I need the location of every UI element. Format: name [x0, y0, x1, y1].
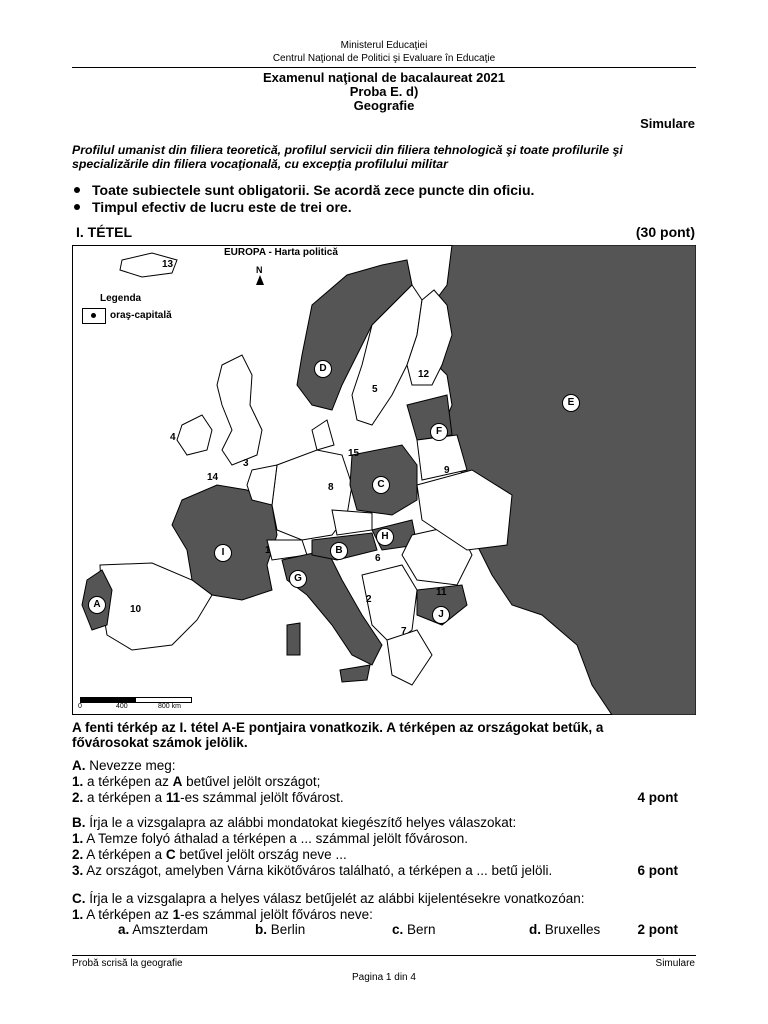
proba-title: Proba E. d) — [349, 84, 419, 99]
marker-number: 12 — [418, 369, 430, 380]
marker-number: 11 — [436, 587, 447, 598]
part-c-heading: C. Írja le a vizsgalapra a helyes válasz betűjelét az alábbi kijelentésekre vonatkozóan: — [72, 891, 585, 906]
part-b-heading: B. Írja le a vizsgalapra az alábbi mondatokat kiegészítő helyes válaszokat: — [72, 815, 517, 830]
north-pointer-icon — [256, 275, 264, 285]
map-intro-line-2: fővárosokat számok jelölik. — [72, 735, 248, 750]
marker-letter: D — [314, 360, 332, 378]
capital-dot-icon — [91, 313, 96, 318]
marker-letter: I — [214, 544, 232, 562]
page-number: Pagina 1 din 4 — [352, 972, 416, 983]
marker-number: 10 — [130, 604, 142, 615]
bullet-icon — [74, 204, 80, 210]
marker-letter: J — [432, 606, 450, 624]
section-points: (30 pont) — [635, 224, 695, 240]
profile-line-1: Profilul umanist din filiera teoretică, profilul servicii din filiera tehnologică şi toate profilurile şi — [72, 143, 623, 157]
map-intro-line-1: A fenti térkép az I. tétel A-E pontjaira vonatkozik. A térképen az országokat betűk, a — [72, 720, 604, 735]
map-title: EUROPA - Harta politică — [224, 247, 338, 258]
marker-number: 4 — [170, 432, 176, 443]
legend-title: Legenda — [100, 293, 142, 304]
scale-label: 400 — [116, 703, 128, 710]
marker-number: 2 — [366, 594, 372, 605]
section-title: I. TÉTEL — [76, 224, 132, 240]
czechia — [332, 510, 372, 535]
marker-letter: A — [88, 596, 106, 614]
ministry-name: Ministerul Educaţiei — [340, 40, 428, 51]
header-rule — [72, 67, 696, 68]
marker-number: 1 — [265, 545, 271, 556]
subject-title: Geografie — [353, 98, 415, 113]
option-d: d. Bruxelles — [529, 922, 601, 937]
marker-letter: C — [372, 476, 390, 494]
scale-label: 0 — [78, 703, 82, 710]
part-c-points: 2 pont — [637, 922, 678, 937]
option-c: c. Bern — [392, 922, 436, 937]
part-c-item-1: 1. A térképen az 1-es számmal jelölt főváros neve: — [72, 907, 373, 922]
rule-item: Timpul efectiv de lucru este de trei ore. — [72, 199, 352, 215]
rule-item: Toate subiectele sunt obligatorii. Se acordă zece puncte din oficiu. — [72, 182, 534, 198]
sardinia — [287, 623, 300, 655]
exam-title: Examenul naţional de bacalaureat 2021 — [262, 70, 506, 85]
bullet-icon — [74, 187, 80, 193]
marker-number: 5 — [372, 384, 378, 395]
marker-number: 9 — [444, 465, 450, 476]
footer-right: Simulare — [655, 958, 695, 969]
part-a-points: 4 pont — [637, 790, 678, 805]
marker-letter: H — [376, 528, 394, 546]
marker-number: 14 — [207, 472, 219, 483]
marker-number: 6 — [375, 553, 381, 564]
marker-letter: G — [289, 570, 307, 588]
option-b: b. Berlin — [255, 922, 306, 937]
center-name: Centrul Naţional de Politici şi Evaluare în Educaţie — [272, 53, 496, 64]
part-b-item-1: 1. A Temze folyó áthalad a térképen a ... számmal jelölt fővároson. — [72, 831, 468, 846]
part-b-item-3: 3. Az országot, amelyben Várna kikötőváros található, a térképen a ... betű jelöli. — [72, 863, 553, 878]
part-a-item-2: 2. a térképen a 11-es számmal jelölt fővárost. — [72, 790, 344, 805]
profile-line-2: specializările din filiera vocaţională, cu excepţia profilului militar — [72, 157, 448, 171]
simulare-label: Simulare — [640, 116, 695, 131]
marker-number: 15 — [348, 448, 360, 459]
marker-number: 7 — [401, 626, 407, 637]
footer-left: Probă scrisă la geografie — [72, 958, 183, 969]
marker-letter: E — [562, 394, 580, 412]
marker-letter: F — [430, 423, 448, 441]
option-a: a. Amszterdam — [118, 922, 209, 937]
benelux — [247, 465, 277, 505]
scale-label: 800 km — [158, 703, 181, 710]
part-b-item-2: 2. A térképen a C betűvel jelölt ország neve ... — [72, 847, 347, 862]
part-a-heading: A. Nevezze meg: — [72, 758, 176, 773]
legend-item: oraş-capitală — [110, 310, 172, 321]
marker-number: 8 — [328, 482, 334, 493]
part-a-item-1: 1. a térképen az A betűvel jelölt országot; — [72, 774, 321, 789]
marker-number: 3 — [243, 458, 249, 469]
part-b-points: 6 pont — [637, 863, 678, 878]
footer-rule — [72, 955, 696, 956]
north-arrow-icon: N — [256, 265, 263, 275]
marker-number: 13 — [162, 259, 174, 270]
marker-letter: B — [330, 542, 348, 560]
